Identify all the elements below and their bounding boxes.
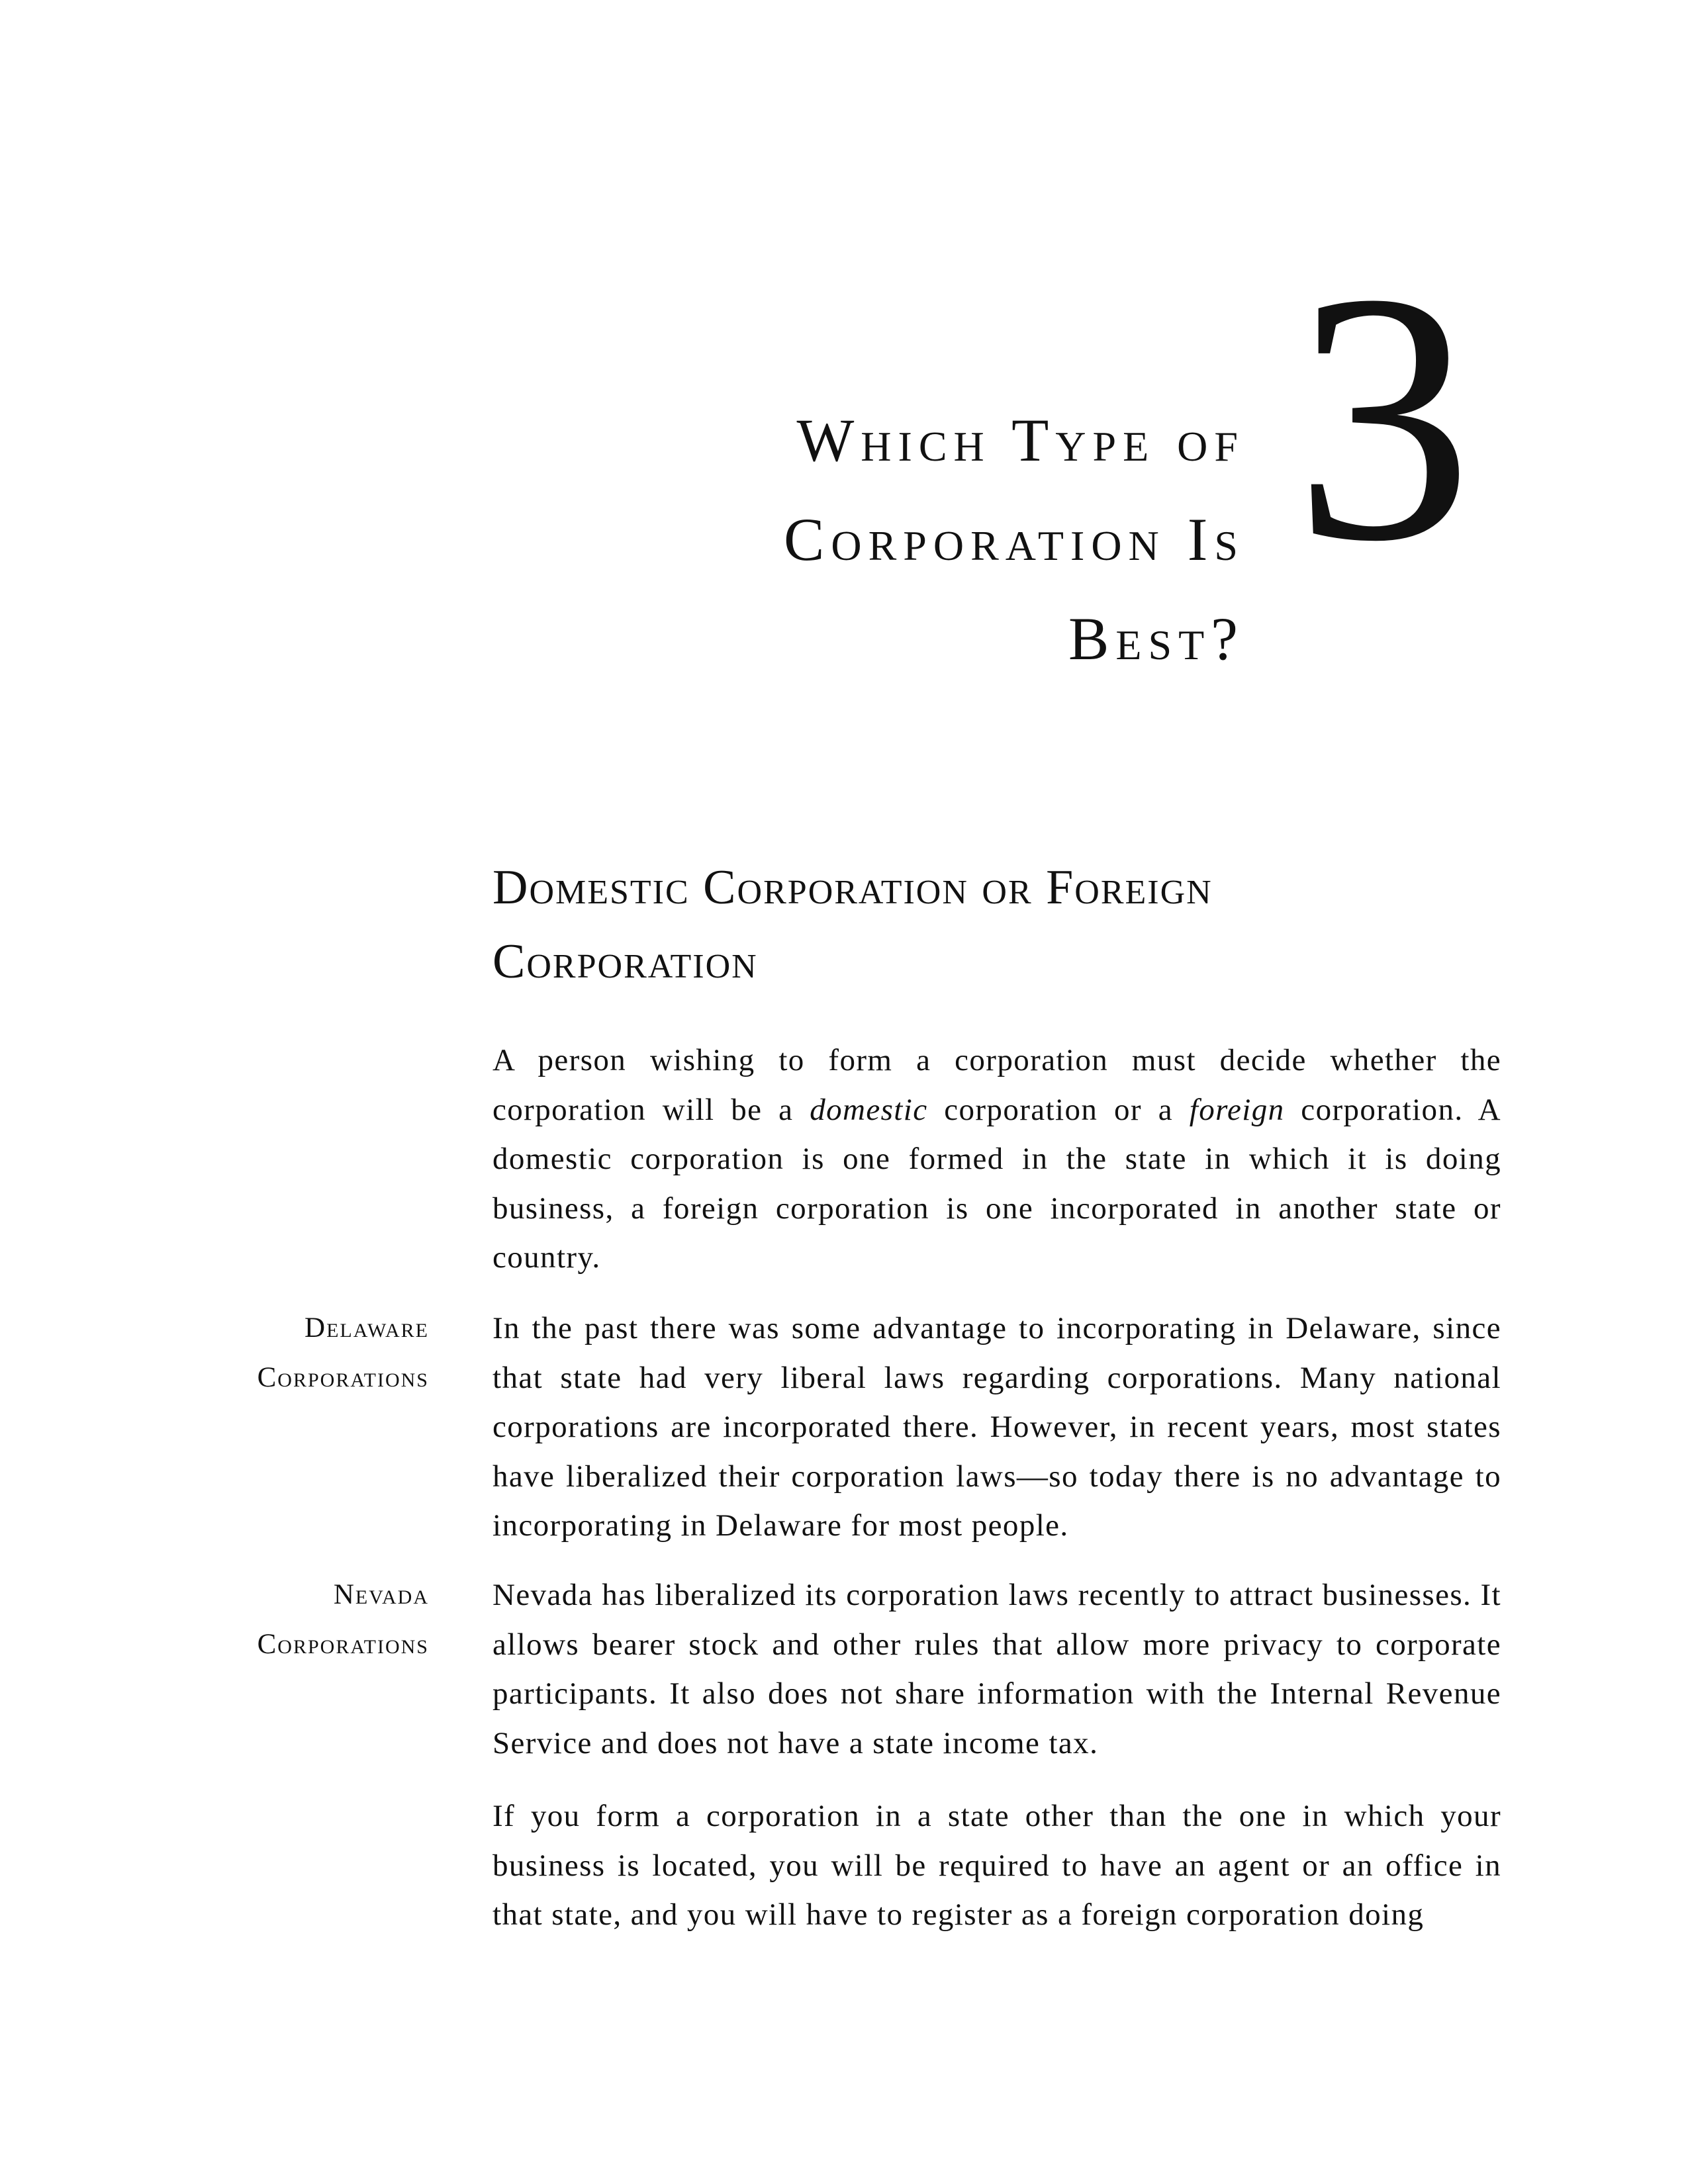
emphasis-foreign: foreign — [1189, 1092, 1285, 1127]
margin-note-nevada — [98, 1570, 429, 1669]
section-heading-line-2: Corporation — [492, 934, 758, 989]
margin-note-delaware — [98, 1304, 429, 1402]
chapter-number: 3 — [1294, 219, 1473, 615]
chapter-title-line-3: Best? — [1068, 605, 1244, 672]
margin-note-line: Delaware — [305, 1312, 429, 1343]
paragraph-foreign-registration: If you form a corporation in a state other than the one in which your business is located, you will be required to have an agent or an office in that state, and you will have to register as a foreign corporation doing — [492, 1799, 1501, 1932]
section-heading — [492, 850, 1499, 999]
chapter-title — [583, 390, 1244, 688]
margin-note-line: Nevada — [333, 1579, 429, 1610]
margin-note-line: Corporations — [257, 1628, 429, 1660]
paragraph-text: A person wishing to form a corporation must decide whether the corporation will be a — [492, 1043, 1501, 1127]
chapter-title-line-2: Corporation Is — [784, 506, 1244, 573]
paragraph-delaware: In the past there was some advantage to incorporating in Delaware, since that state had very liberal laws regarding corporations. Many national corporations are incorporated there. However, in recent years, most states have liberalized their corporation laws—so today there is no advantage to incorporating in Delaware for most people. — [492, 1311, 1501, 1543]
margin-note-line: Corporations — [257, 1361, 429, 1393]
paragraph-nevada: Nevada has liberalized its corporation laws recently to attract businesses. It allows bearer stock and other rules that allow more privacy to corporate participants. It also does not share information with the Internal Revenue Service and does not have a state income tax. — [492, 1578, 1501, 1760]
section-heading-line-1: Domestic Corporation or Foreign — [492, 860, 1213, 915]
chapter-title-line-1: Which Type of — [796, 406, 1244, 474]
emphasis-domestic: domestic — [810, 1092, 928, 1127]
paragraph-text: corporation. A domestic corporation is one formed in the state in which it is doing business, a foreign corporation is one incorporated in another state or country. — [492, 1092, 1502, 1275]
paragraph-domestic-foreign — [492, 1036, 1501, 1283]
paragraph-text: corporation or a — [927, 1092, 1190, 1127]
